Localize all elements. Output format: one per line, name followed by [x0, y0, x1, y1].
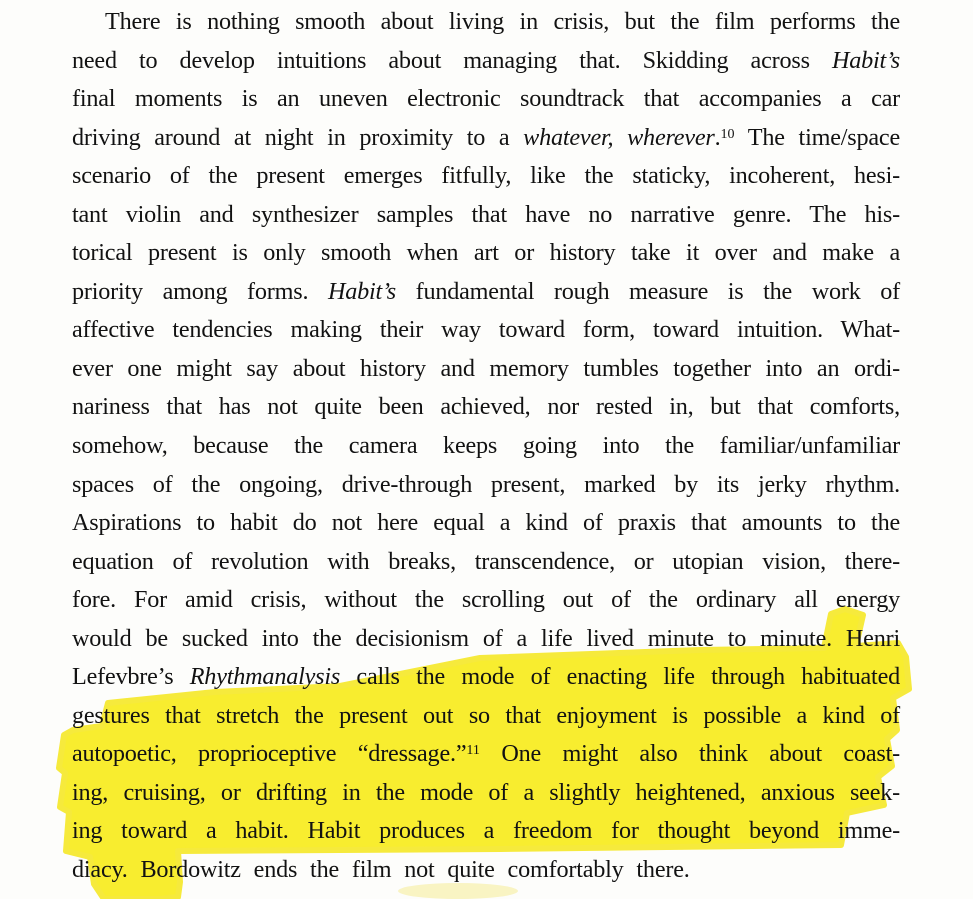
- text-segment: would be sucked into the decisionism of a life lived minute to minute. Henri: [72, 624, 900, 652]
- text-line: [72, 388, 900, 427]
- text-line: [72, 851, 900, 890]
- text-segment: driving around at night in proximity to a: [72, 123, 524, 151]
- italic-title: Habit’s: [831, 46, 900, 74]
- text-line: [72, 234, 900, 273]
- text-segment: affective tendencies making their way toward form, toward intuition. What-: [72, 316, 900, 344]
- text-line: [72, 774, 900, 813]
- text-line: [72, 658, 900, 697]
- text-line: [72, 157, 900, 196]
- text-line: [72, 620, 900, 659]
- italic-title: whatever, wherever: [523, 123, 715, 151]
- text-segment: calls the mode of enacting life through habituated: [340, 663, 900, 691]
- text-segment: need to develop intuitions about managing that. Skidding across: [72, 46, 832, 74]
- text-segment: tant violin and synthesizer samples that have no narrative genre. The his-: [72, 200, 900, 228]
- text-segment: The time/space: [734, 123, 900, 151]
- text-segment: torical present is only smooth when art or history take it over and make a: [72, 239, 900, 267]
- text-line: [72, 119, 900, 158]
- text-segment: .: [714, 123, 721, 151]
- paragraph: [72, 3, 900, 890]
- text-line: [72, 466, 900, 505]
- text-line: [72, 196, 900, 235]
- text-segment: fore. For amid crisis, without the scrolling out of the ordinary all energy: [72, 586, 900, 614]
- text-segment: equation of revolution with breaks, transcendence, or utopian vision, there-: [72, 547, 900, 575]
- text-segment: autopoetic, proprioceptive “dressage.”: [72, 740, 467, 768]
- text-segment: priority among forms.: [72, 277, 328, 305]
- text-line: [72, 504, 900, 543]
- italic-title: Habit’s: [327, 277, 396, 305]
- text-segment: scenario of the present emerges fitfully, like the staticky, incoherent, hesi-: [72, 162, 900, 190]
- text-line: [72, 735, 900, 774]
- text-line: [72, 42, 900, 81]
- text-segment: nariness that has not quite been achieved, nor rested in, but that comforts,: [72, 393, 900, 421]
- text-line: [72, 311, 900, 350]
- text-segment: final moments is an uneven electronic soundtrack that accompanies a car: [72, 85, 900, 113]
- text-segment: spaces of the ongoing, drive-through present, marked by its jerky rhythm.: [72, 470, 900, 498]
- text-segment: gestures that stretch the present out so that enjoyment is possible a kind of: [72, 701, 900, 729]
- text-line: [72, 697, 900, 736]
- text-segment: somehow, because the camera keeps going into the familiar/unfamiliar: [72, 432, 900, 460]
- text-segment: ing toward a habit. Habit produces a freedom for thought beyond imme-: [72, 817, 900, 845]
- text-segment: ing, cruising, or drifting in the mode of a slightly heightened, anxious seek-: [72, 778, 900, 806]
- text-line: [72, 3, 900, 42]
- text-segment: One might also think about coast-: [479, 740, 900, 768]
- text-line: [72, 812, 900, 851]
- text-segment: Aspirations to habit do not here equal a kind of praxis that amounts to the: [72, 509, 900, 537]
- text-line: [72, 80, 900, 119]
- text-line: [72, 273, 900, 312]
- footnote-ref: 10: [720, 125, 735, 142]
- text-line: [72, 350, 900, 389]
- text-segment: ever one might say about history and memory tumbles together into an ordi-: [72, 354, 900, 382]
- footnote-ref: 11: [466, 742, 480, 759]
- text-line: [72, 543, 900, 582]
- text-segment: There is nothing smooth about living in crisis, but the film performs the: [105, 8, 900, 35]
- text-line: [72, 427, 900, 466]
- text-segment: diacy. Bordowitz ends the film not quite comfortably there.: [72, 856, 690, 884]
- italic-title: Rhythmanalysis: [189, 663, 341, 691]
- text-segment: Lefevbre’s: [72, 663, 190, 691]
- text-segment: fundamental rough measure is the work of: [395, 277, 900, 305]
- text-line: [72, 581, 900, 620]
